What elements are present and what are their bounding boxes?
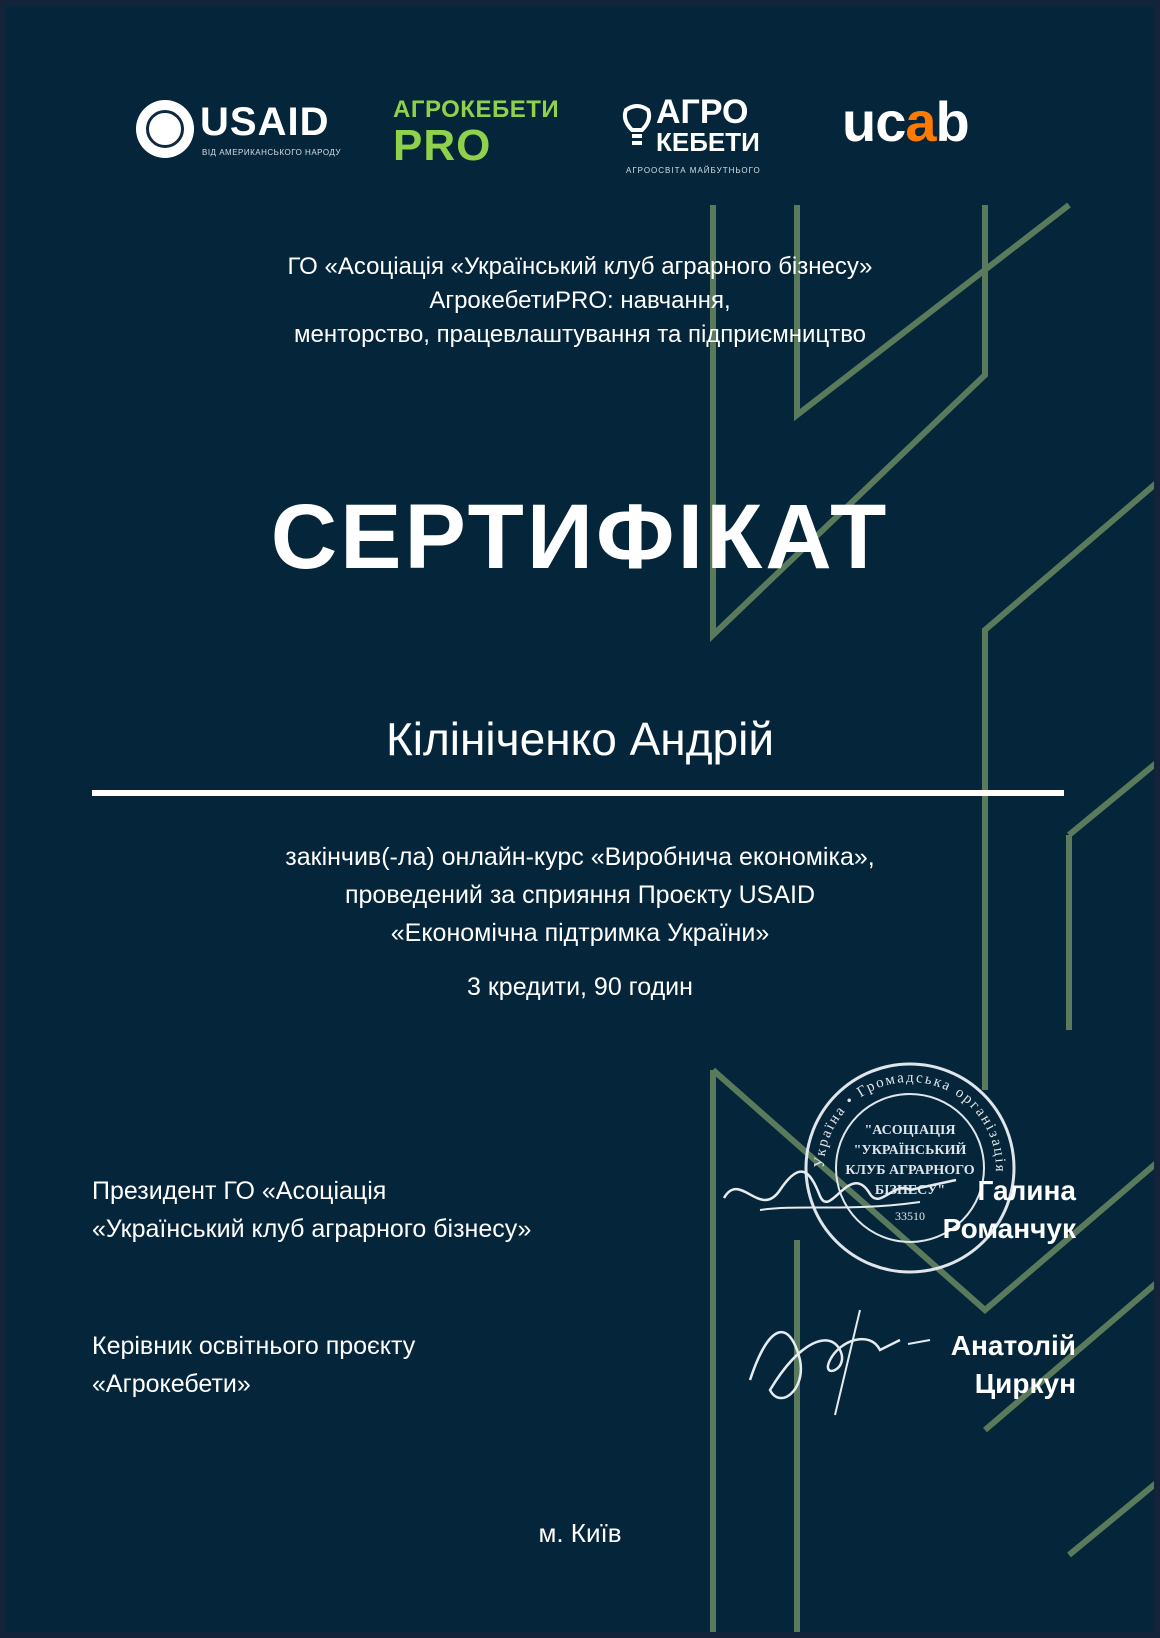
organization-block	[100, 250, 1060, 352]
name-underline	[92, 790, 1064, 796]
issue-city: м. Київ	[538, 1518, 622, 1548]
stamp-inner-text: "УКРАЇНСЬКИЙ	[853, 1143, 967, 1158]
signer-role-project-lead	[92, 1327, 415, 1403]
ucab-prefix: uc	[842, 90, 906, 153]
course-line: «Економічна підтримка України»	[390, 919, 770, 947]
course-line: проведений за сприяння Проєкту USAID	[344, 881, 816, 909]
stamp-code: 33510	[895, 1209, 925, 1223]
partner-logos	[0, 88, 1160, 188]
organization-line: ГО «Асоціація «Український клуб аграрного бізнесу»	[287, 253, 873, 280]
agrokebety-logo	[620, 94, 800, 180]
agrokebety-pro-line2: PRO	[393, 121, 492, 170]
stamp-inner-text: "АСОЦІАЦІЯ	[864, 1123, 956, 1138]
credits-line: 3 кредити, 90 годин	[467, 973, 693, 1001]
lightbulb-icon	[620, 100, 654, 154]
signer-first-name: Галина	[977, 1175, 1076, 1206]
signer-role-line: «Український клуб аграрного бізнесу»	[92, 1215, 532, 1243]
usaid-tagline: ВІД АМЕРИКАНСЬКОГО НАРОДУ	[202, 148, 341, 157]
signer-name-president	[943, 1172, 1076, 1248]
signer-role-line: «Агрокебети»	[92, 1370, 251, 1398]
stamp-inner-text: БІЗНЕСУ"	[874, 1183, 946, 1198]
signer-name-project-lead	[951, 1327, 1076, 1403]
organization-line: менторство, працевлаштування та підприємництво	[293, 321, 867, 348]
signature-tsyrkun	[740, 1300, 940, 1420]
agrokebety-tagline: АГРООСВІТА МАЙБУТНЬОГО	[626, 166, 761, 175]
ucab-logo	[842, 92, 1002, 152]
ucab-accent: a	[905, 90, 936, 153]
certificate-title: СЕРТИФІКАТ	[270, 486, 890, 588]
signer-last-name: Романчук	[942, 1213, 1076, 1244]
signature-romanchuk	[720, 1150, 960, 1230]
signer-first-name: Анатолій	[950, 1330, 1076, 1361]
stamp-inner-text: КЛУБ АГРАРНОГО	[845, 1163, 975, 1178]
usaid-logo	[136, 96, 346, 166]
stamp-outer-text: Україна • Громадська організація	[811, 1069, 1009, 1174]
signer-role-president	[92, 1172, 531, 1248]
course-description	[100, 838, 1060, 1006]
usaid-wordmark: USAID	[200, 100, 330, 144]
ucab-suffix: b	[935, 90, 969, 153]
course-line: закінчив(-ла) онлайн-курс «Виробнича економіка»,	[285, 843, 875, 871]
organization-line: АгрокебетиPRO: навчання,	[429, 287, 731, 314]
signer-role-line: Президент ГО «Асоціація	[92, 1177, 387, 1205]
agrokebety-pro-line1: АГРОКЕБЕТИ	[393, 96, 560, 123]
agrokebety-line2: КЕБЕТИ	[656, 127, 760, 157]
signer-role-line: Керівник освітнього проєкту	[92, 1332, 416, 1360]
agrokebety-line1: АГРО	[656, 93, 749, 131]
recipient-name: Кілініченко Андрій	[385, 713, 775, 765]
signer-last-name: Циркун	[974, 1368, 1076, 1399]
agrokebety-pro-logo	[393, 96, 573, 176]
usaid-seal-icon	[136, 100, 194, 158]
